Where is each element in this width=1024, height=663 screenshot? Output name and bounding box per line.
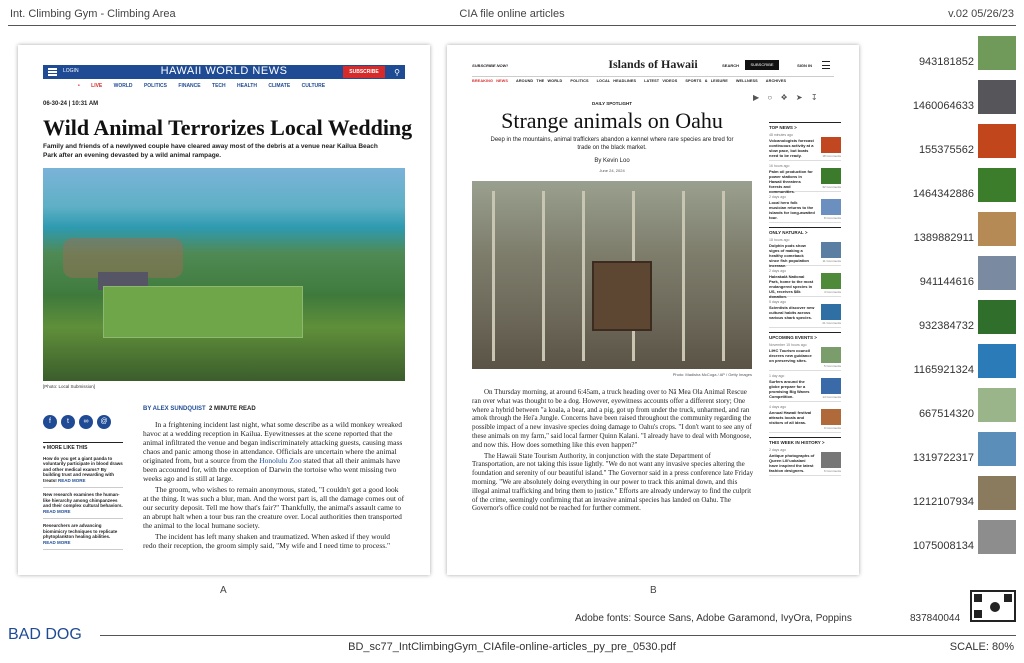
image-thumbnail xyxy=(978,344,1016,378)
image-id: 1319722317 xyxy=(912,452,974,464)
image-reference xyxy=(880,300,1020,335)
divider xyxy=(100,635,1016,636)
comment-count: 11 Comments xyxy=(822,259,841,263)
nav-tech[interactable]: TECH xyxy=(212,83,226,89)
timestamp: 2 days ago xyxy=(769,195,787,199)
thumbnail xyxy=(821,347,841,363)
nav-health[interactable]: HEALTH xyxy=(237,83,257,89)
sidebar-section-heading[interactable]: UPCOMING EVENTS > xyxy=(769,332,841,340)
top-bar xyxy=(0,0,1024,28)
sidebar-item[interactable] xyxy=(769,164,841,192)
thumbnail xyxy=(821,242,841,258)
timestamp: 16 hours ago xyxy=(769,164,790,168)
image-thumbnail xyxy=(978,256,1016,290)
sidebar-item[interactable] xyxy=(769,133,841,161)
timestamp: 2 days ago xyxy=(769,269,787,273)
image-reference xyxy=(880,388,1020,423)
thumbnail xyxy=(821,378,841,394)
image-thumbnail xyxy=(978,432,1016,466)
fonts-note: Adobe fonts: Source Sans, Adobe Garamond, IvyOra, Poppins xyxy=(575,613,852,624)
sign-in-link[interactable]: SIGN IN xyxy=(797,63,812,68)
link-icon[interactable]: ∞ xyxy=(79,415,93,429)
comment-count: 14 Comments xyxy=(822,395,841,399)
article-body: In a frightening incident last night, what some describe as a wild monkey wreaked havoc at a wedding reception in Kailua. Eyewitnesses at the scene reported that the animal infiltrated the venue and began indiscriminately attacking guests, causing mass chaos and panic among those in attendance. Officials are uncertain where the animal originated from, but a source from the Honolulu Zoo stated that all their animals have been accounted for, with the exception of Darwin the tortoise who went missing two weeks ago and is still at large. The groom, who wishes to remain anonymous, stated, "I couldn't get a good look at the thing. It was such a blur, man. And the worst part is, all the damage comes out of our security deposit. Tell me how that's fair?" Thankfully, the animal's assault came to an abrupt halt when a tour bus ran the creature over. Local authorities then transported the animal to the local humane society. The incident has left many shaken and traumatized. When asked if they would redo their reception, the groom simply said, "My wife and I need time to process." xyxy=(143,420,405,550)
timestamp: November 15 hours ago xyxy=(769,343,807,347)
email-icon[interactable]: @ xyxy=(97,415,111,429)
login-link[interactable]: LOGIN xyxy=(63,68,79,74)
section-label: DAILY SPOTLIGHT xyxy=(591,101,632,106)
comment-count: 5 Comments xyxy=(823,364,841,368)
sidebar-item[interactable] xyxy=(769,195,841,223)
sidebar-item-title: LIHC Tourism council decrees new guidance on preserving sites. xyxy=(769,348,812,363)
kennel-photo xyxy=(472,181,752,369)
subscribe-button[interactable]: SUBSCRIBE xyxy=(343,66,385,78)
comment-count: 9 Comments xyxy=(823,426,841,430)
version-date: v.02 05/26/23 xyxy=(948,8,1014,20)
nav-politics[interactable]: POLITICS xyxy=(570,79,589,83)
image-id: 1212107934 xyxy=(912,496,974,508)
sidebar-section-heading[interactable]: ONLY NATURAL > xyxy=(769,227,841,235)
image-thumbnail xyxy=(978,476,1016,510)
nav-sports[interactable]: SPORTS & LEISURE xyxy=(685,79,728,83)
islands-nav xyxy=(472,55,834,77)
image-reference xyxy=(880,256,1020,291)
bookmark-icon[interactable]: ❖ xyxy=(780,93,788,102)
image-thumbnail xyxy=(978,168,1016,202)
divider xyxy=(8,25,1016,26)
headline: Wild Animal Terrorizes Local Wedding xyxy=(43,115,413,140)
photo-caption: [Photo: Local Submission] xyxy=(43,384,96,389)
list-item[interactable]: How do you get a giant panda to voluntarily participate in blood draws and other medical exams? By building trust and rewarding with treats! READ MORE xyxy=(43,456,123,489)
timestamp: 18 hours ago xyxy=(769,238,790,242)
image-reference xyxy=(880,344,1020,379)
image-reference xyxy=(880,476,1020,511)
image-thumbnail xyxy=(978,520,1016,554)
image-id: 1165921324 xyxy=(913,364,974,376)
share-icons xyxy=(43,410,115,429)
image-id: 943181852 xyxy=(918,56,974,68)
sidebar-item[interactable] xyxy=(769,300,841,328)
comment-icon[interactable]: ○ xyxy=(767,93,773,102)
site-logo[interactable]: HAWAII WORLD NEWS xyxy=(160,65,288,77)
article-b xyxy=(447,45,859,575)
thumbnail xyxy=(821,304,841,320)
image-thumbnail xyxy=(978,212,1016,246)
panel-label-a: A xyxy=(220,585,227,596)
kailua-aerial-photo xyxy=(43,168,405,381)
comment-count: 21 Comments xyxy=(822,321,841,325)
image-reference xyxy=(880,36,1020,71)
image-thumbnail xyxy=(978,36,1016,70)
thumbnail xyxy=(821,452,841,468)
facebook-icon[interactable]: f xyxy=(43,415,57,429)
comment-count: 4 Comments xyxy=(823,290,841,294)
image-reference xyxy=(880,520,1020,555)
image-thumbnail xyxy=(978,300,1016,334)
file-name: BD_sc77_IntClimbingGym_CIAfile-online-articles_py_pre_0530.pdf xyxy=(348,641,676,653)
sidebar-item-title: Surfers around the globe prepare for a promising Big Waves Competition. xyxy=(769,379,810,399)
honolulu-zoo-link[interactable]: Honolulu Zoo xyxy=(259,456,302,465)
more-like-this xyxy=(43,442,123,554)
nav-local[interactable]: LOCAL HEADLINES xyxy=(596,79,637,83)
sidebar-item[interactable] xyxy=(769,405,841,433)
publish-date: June 24, 2024 xyxy=(599,168,625,173)
sidebar-item-title: Scientists discover new cultural habits across various shark species. xyxy=(769,305,815,320)
nav-politics[interactable]: POLITICS xyxy=(143,83,167,89)
hawaii-world-news-nav xyxy=(43,65,405,79)
timestamp: 4 days ago xyxy=(769,405,787,409)
sidebar-item[interactable] xyxy=(769,238,841,266)
article-a xyxy=(18,45,430,575)
comment-count: 8 Comments xyxy=(823,216,841,220)
thumbnail xyxy=(821,168,841,184)
sidebar-item-title: Palm oil production for power stations in Hawaii threatens forests and communities. xyxy=(769,169,813,194)
image-id: 1464342886 xyxy=(912,188,974,200)
nav-world[interactable]: AROUND THE WORLD xyxy=(516,79,563,83)
list-item[interactable]: Researchers are advancing biomimicry techniques to replicate phytoplankton healing abilities. READ MORE xyxy=(43,523,123,550)
menu-icon[interactable] xyxy=(822,61,830,69)
thumbnail xyxy=(821,137,841,153)
sidebar xyxy=(769,118,841,479)
image-reference xyxy=(880,168,1020,203)
dateline: 06-30-24 | 10:31 AM xyxy=(43,101,99,107)
comment-count: 32 Comments xyxy=(822,185,841,189)
sidebar-item-title: Annual Hawaii festival attracts locals and visitors of all ideas. xyxy=(769,410,812,425)
play-icon[interactable]: ▶ xyxy=(753,93,760,102)
image-id: 1460064633 xyxy=(912,100,974,112)
subscribe-button[interactable]: SUBSCRIBE xyxy=(745,60,779,70)
sidebar-item-title: Antique photographs of Queen Lili'uokalani have inspired the latest fashion designers. xyxy=(769,453,815,473)
category-nav xyxy=(78,83,325,89)
nav-wellness[interactable]: WELLNESS xyxy=(735,79,758,83)
sidebar-item[interactable] xyxy=(769,448,841,476)
sidebar-section-heading[interactable]: THIS WEEK IN HISTORY > xyxy=(769,437,841,445)
brand-logo: BAD DOG xyxy=(8,626,82,643)
sidebar-item-title: Haleakalā National Park, home to the most endangered species in US, receives $8k donation. xyxy=(769,274,814,299)
headline: Strange animals on Oahu xyxy=(501,108,723,133)
twitter-icon[interactable]: t xyxy=(61,415,75,429)
sidebar-item-title: Dolphin pods show signs of making a healthy comeback since fish population increase. xyxy=(769,243,810,268)
byline: By Kevin Loo xyxy=(594,158,630,164)
download-icon[interactable]: ↧ xyxy=(810,93,818,102)
image-reference xyxy=(880,80,1020,115)
byline: BY ALEX SUNDQUIST 2 MINUTE READ xyxy=(143,406,256,412)
comment-count: 6 Comments xyxy=(823,469,841,473)
scale: SCALE: 80% xyxy=(949,641,1014,653)
site-logo[interactable]: Islands of Hawaii xyxy=(608,57,698,71)
photo-credit: Photo: Madisha McCoga / AP / Getty Images xyxy=(672,372,752,377)
search-link[interactable]: SEARCH xyxy=(722,63,739,68)
sidebar-item-title: Volcanologists forecast continuous activity at a slow pace, but boats need to be ready. xyxy=(769,138,814,158)
share-icon[interactable]: ➤ xyxy=(795,93,803,102)
list-item[interactable]: New research examines the human-like hierarchy among chimpanzees and their complex cultural behaviors. READ MORE xyxy=(43,492,123,519)
sidebar-item[interactable] xyxy=(769,374,841,402)
category-nav xyxy=(472,79,834,83)
timestamp: 48 minutes ago xyxy=(769,133,793,137)
sidebar-item-title: Local hero folk musician returns to the islands for long-awaited tour. xyxy=(769,200,815,220)
image-thumbnail xyxy=(978,388,1016,422)
document-title: CIA file online articles xyxy=(459,8,565,20)
timestamp: 2 days ago xyxy=(769,448,787,452)
comment-count: 18 Comments xyxy=(822,154,841,158)
image-reference xyxy=(880,124,1020,159)
image-id: 155375562 xyxy=(918,144,974,156)
nav-breaking[interactable]: BREAKING NEWS xyxy=(472,79,508,83)
timestamp: 1 day ago xyxy=(769,374,785,378)
image-id: 667514320 xyxy=(918,408,974,420)
live-link[interactable]: • LIVE xyxy=(78,83,103,89)
nav-archives[interactable]: ARCHIVES xyxy=(765,79,787,83)
sidebar-section-heading[interactable]: TOP NEWS > xyxy=(769,122,841,130)
thumbnail xyxy=(821,273,841,289)
image-id: 1389882911 xyxy=(913,232,974,244)
sidebar-item[interactable] xyxy=(769,269,841,297)
qr-code xyxy=(970,590,1016,622)
panel-label-b: B xyxy=(650,585,657,596)
nav-world[interactable]: WORLD xyxy=(113,83,133,89)
image-id: 932384732 xyxy=(918,320,974,332)
image-thumbnail xyxy=(978,124,1016,158)
image-id: 1075008134 xyxy=(912,540,974,552)
deck: Family and friends of a newlywed couple have cleared away most of the debris at a venue near Kailua Beach Park after an evening devasted by a wild animal rampage. xyxy=(43,143,378,159)
image-reference xyxy=(880,432,1020,467)
thumbnail xyxy=(821,409,841,425)
nav-finance[interactable]: FINANCE xyxy=(178,83,201,89)
subscribe-now-link[interactable]: SUBSCRIBE NOW! xyxy=(472,63,508,68)
share-icons xyxy=(753,93,818,102)
timestamp: 5 days ago xyxy=(769,300,787,304)
sidebar-item[interactable] xyxy=(769,343,841,371)
article-body: On Thursday morning, at around 6:45am, a truck heading over to Nā Mea Ola Animal Rescue ran over what was thought to be a dog. However, eyewitness accounts offer a different story; One where a hybrid between "a koala, a bear, and a pig, got up from under the truck, unharmed, and ran amok through the Hei'a Jungle. Concerns have been raised throughout the community regarding the possible impact of a new invasive species doing damage to Oahu's crops. "I don't want to see any of these animals on my farm," said local farmer Quinn Kalani. "I already have to deal with Mongoose, and now this. How does something like this even happen?" The Hawaii State Tourism Authority, in conjunction with the state Department of Transportation, are not taking this issue lightly. "We do not want any invasive species altering the foundation and serenity of our beautiful island." The Governor said in a press conference late Friday morning. "We are absolutely doing everything in our power to track this animal down, and this illegal animal trafficking and bring them to justice." Efforts are already underway to find the culprit of the crime, seemingly confirming that an invasive animal species has landed on Oahu. The Governor's office could not be reached for further comment. xyxy=(472,388,754,513)
image-id: 941144616 xyxy=(919,276,974,288)
image-reference xyxy=(880,212,1020,247)
project-title: Int. Climbing Gym - Climbing Area xyxy=(10,8,176,20)
nav-culture[interactable]: CULTURE xyxy=(301,83,326,89)
thumbnail xyxy=(821,199,841,215)
nav-climate[interactable]: CLIMATE xyxy=(268,83,291,89)
image-thumbnail xyxy=(978,80,1016,114)
deck: Deep in the mountains, animal traffickers abandon a kennel where rare species are bred for trade on the black market. xyxy=(490,137,734,151)
more-like-this-heading: ▾ MORE LIKE THIS xyxy=(43,442,123,452)
qr-id: 837840044 xyxy=(910,613,961,624)
nav-videos[interactable]: LATEST VIDEOS xyxy=(644,79,678,83)
search-icon[interactable]: ⚲ xyxy=(394,68,400,77)
